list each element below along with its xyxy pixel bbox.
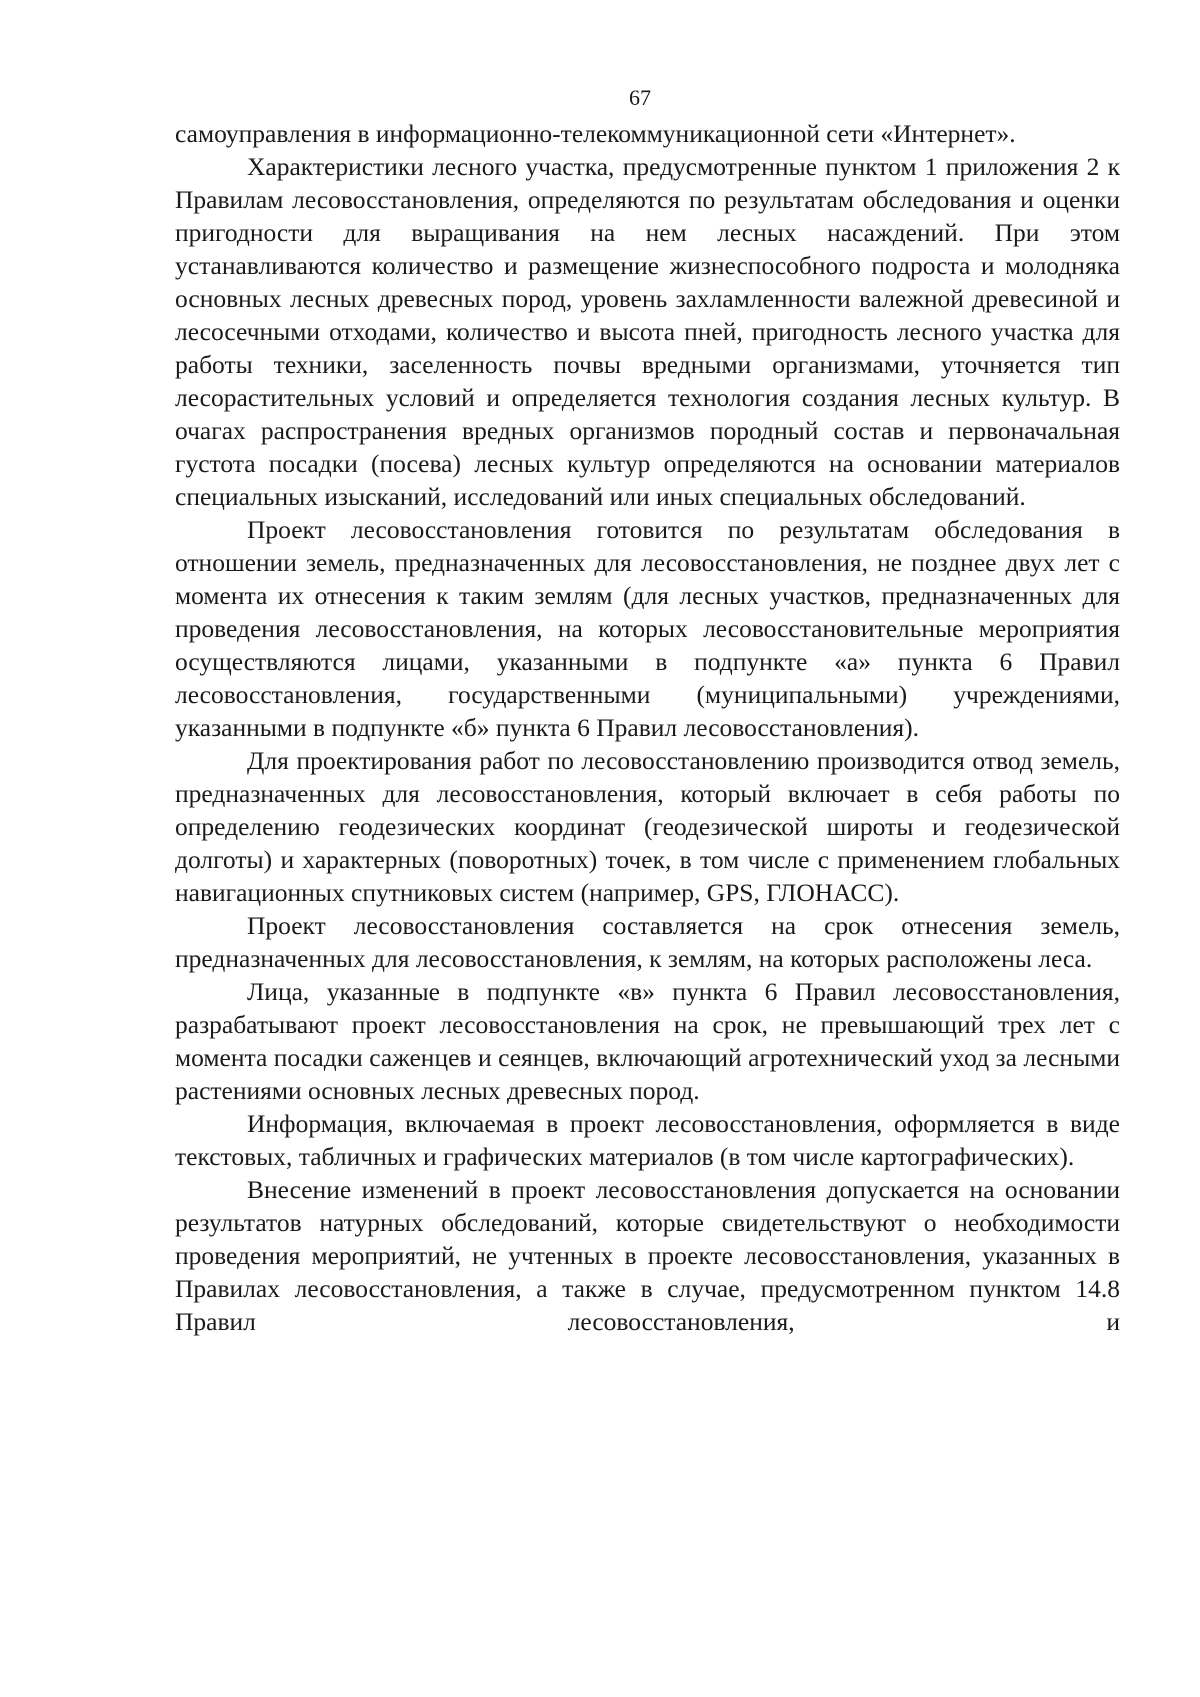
paragraph-project-preparation: Проект лесовосстановления готовится по результатам обследования в отношении земель, предназначенных для лесовосстановления, не позднее двух лет с момента их отнесения к таким землям (для лесных участков, предназначенных для проведения лесовосстановления, на которых лесовосстановительные мероприятия осуществляются лицами, указанными в подпункте «а» пункта 6 Правил лесовосстановления, государственными (муниципальными) учреждениями, указанными в подпункте «б» пункта 6 Правил лесовосстановления). [175, 515, 1120, 742]
paragraph-persons-project: Лица, указанные в подпункте «в» пункта 6 Правил лесовосстановления, разрабатывают проект лесовосстановления на срок, не превышающий трех лет с момента посадки саженцев и сеянцев, включающий агротехнический уход за лесными растениями основных лесных древесных пород. [175, 977, 1120, 1105]
paragraph-project-changes: Внесение изменений в проект лесовосстановления допускается на основании результатов натурных обследований, которые свидетельствуют о необходимости проведения мероприятий, не учтенных в проекте лесовосстановления, указанных в Правилах лесовосстановления, а также в случае, предусмотренном пунктом 14.8 Правил лесовосстановления, и [175, 1175, 1120, 1336]
document-body [175, 117, 1120, 1338]
paragraph-site-characteristics: Характеристики лесного участка, предусмотренные пунктом 1 приложения 2 к Правилам лесовосстановления, определяются по результатам обследования и оценки пригодности для выращивания на нем лесных насаждений. При этом устанавливаются количество и размещение жизнеспособного подроста и молодняка основных лесных древесных пород, уровень захламленности валежной древесиной и лесосечными отходами, количество и высота пней, пригодность лесного участка для работы техники, заселенность почвы вредными организмами, уточняется тип лесорастительных условий и определяется технология создания лесных культур. В очагах распространения вредных организмов породный состав и первоначальная густота посадки (посева) лесных культур определяются на основании материалов специальных изысканий, исследований или иных специальных обследований. [175, 152, 1120, 511]
paragraph-continuation: самоуправления в информационно-телекоммуникационной сети «Интернет». [175, 119, 1016, 148]
page-number: 67 [629, 85, 651, 110]
paragraph-land-allotment: Для проектирования работ по лесовосстановлению производится отвод земель, предназначенных для лесовосстановления, который включает в себя работы по определению геодезических координат (геодезической широты и геодезической долготы) и характерных (поворотных) точек, в том числе с применением глобальных навигационных спутниковых систем (например, GPS, ГЛОНАСС). [175, 746, 1120, 907]
paragraph-project-term: Проект лесовосстановления составляется на срок отнесения земель, предназначенных для лесовосстановления, к землям, на которых расположены леса. [175, 911, 1120, 973]
paragraph-information-format: Информация, включаемая в проект лесовосстановления, оформляется в виде текстовых, табличных и графических материалов (в том числе картографических). [175, 1109, 1120, 1171]
